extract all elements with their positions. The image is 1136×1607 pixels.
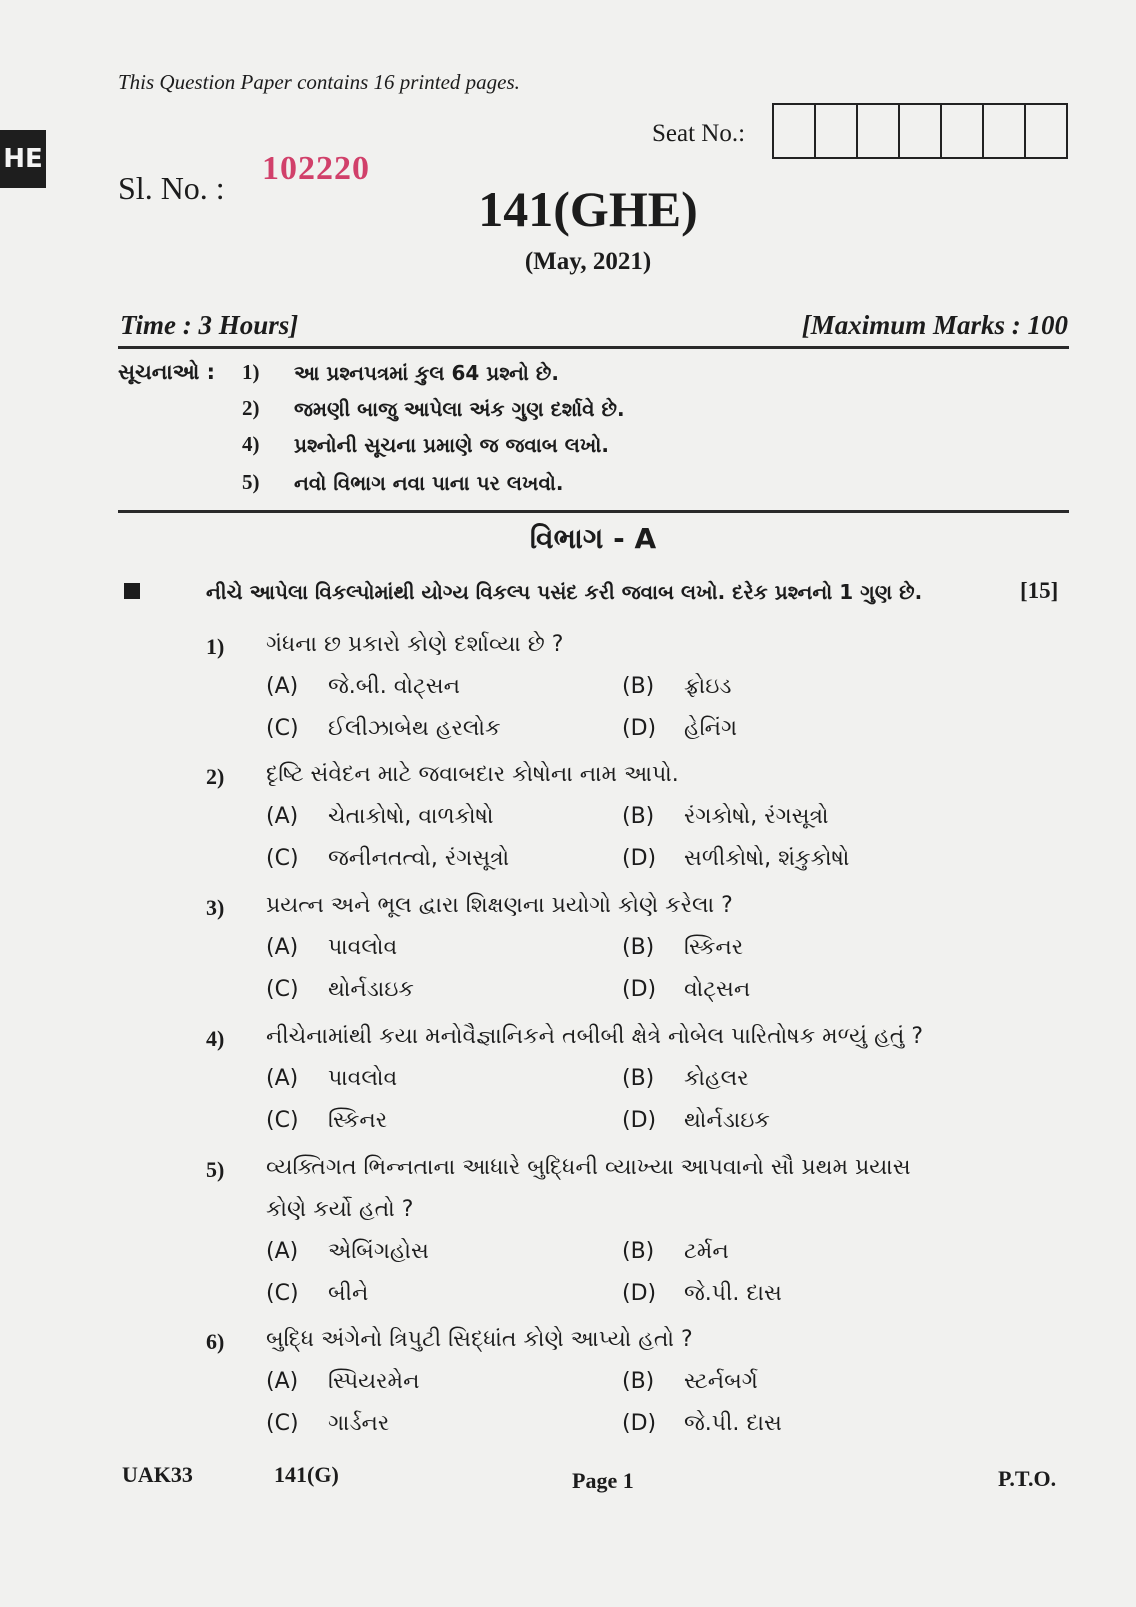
section-marks: [15] — [1020, 578, 1059, 603]
seat-digit-box — [1026, 105, 1066, 157]
instruction-number: 1) — [242, 360, 260, 384]
option-text: જે.બી. વોટ્સન — [328, 674, 460, 699]
question-number: 1) — [206, 634, 225, 659]
serial-number-label: Sl. No. : — [118, 170, 225, 206]
option-label: (B) — [622, 935, 655, 960]
footer-code-paper: 141(G) — [274, 1462, 339, 1487]
option-label: (C) — [266, 1108, 299, 1133]
option-label: (D) — [622, 716, 657, 741]
maximum-marks: [Maximum Marks : 100 — [801, 310, 1068, 340]
option-label: (A) — [266, 935, 299, 960]
option-text: સ્કિનર — [684, 935, 744, 960]
question-text: વ્યક્તિગત ભિન્નતાના આધારે બુદ્ધિની વ્યાખ્યા આપવાનો સૌ પ્રથમ પ્રયાસ — [266, 1155, 911, 1180]
seat-number-label: Seat No.: — [652, 120, 746, 147]
square-bullet-icon — [124, 583, 140, 599]
question-number: 4) — [206, 1026, 225, 1051]
option-text: ઈલીઝાબેથ હરલોક — [328, 716, 501, 741]
option-label: (D) — [622, 846, 657, 871]
option-text: સ્ટર્નબર્ગ — [684, 1369, 758, 1394]
seat-digit-box — [942, 105, 984, 157]
option-label: (A) — [266, 1369, 299, 1394]
option-label: (A) — [266, 804, 299, 829]
option-text: વોટ્સન — [684, 977, 751, 1002]
time-allowed: Time : 3 Hours] — [120, 310, 299, 340]
option-text: સળીકોષો, શંકુકોષો — [684, 846, 850, 871]
question-text: પ્રયત્ન અને ભૂલ દ્વારા શિક્ષણના પ્રયોગો કોણે કરેલા ? — [266, 893, 733, 918]
option-text: થોર્નડાઇક — [328, 977, 414, 1002]
option-label: (D) — [622, 977, 657, 1002]
seat-digit-box — [984, 105, 1026, 157]
instructions-divider — [118, 510, 1069, 513]
option-text: સ્કિનર — [328, 1108, 388, 1133]
option-label: (B) — [622, 1239, 655, 1264]
page-count-note: This Question Paper contains 16 printed pages. — [118, 70, 520, 94]
section-instruction: નીચે આપેલા વિકલ્પોમાંથી યોગ્ય વિકલ્પ પસંદ કરી જવાબ લખો. દરેક પ્રશ્નનો 1 ગુણ છે. — [206, 580, 923, 604]
question-text: નીચેનામાંથી કયા મનોવૈજ્ઞાનિકને તબીબી ક્ષેત્રે નોબેલ પારિતોષક મળ્યું હતું ? — [266, 1024, 924, 1049]
option-text: પાવલોવ — [328, 935, 398, 960]
seat-number-boxes — [772, 103, 1068, 159]
instruction-text: પ્રશ્નોની સૂચના પ્રમાણે જ જવાબ લખો. — [294, 433, 609, 457]
option-text: જે.પી. દાસ — [684, 1411, 782, 1436]
paper-code-title: 141(GHE) — [478, 181, 698, 237]
option-label: (C) — [266, 846, 299, 871]
exam-session: (May, 2021) — [524, 248, 652, 275]
footer-pto: P.T.O. — [998, 1466, 1057, 1491]
option-text: થોર્નડાઇક — [684, 1108, 770, 1133]
seat-digit-box — [858, 105, 900, 157]
seat-digit-box — [774, 105, 816, 157]
option-label: (B) — [622, 804, 655, 829]
option-text: ગાર્ડનર — [328, 1411, 390, 1436]
footer-page-number: Page 1 — [572, 1468, 634, 1493]
option-text: એબિંગહોસ — [328, 1239, 429, 1264]
question-text: દૃષ્ટિ સંવેદન માટે જવાબદાર કોષોના નામ આપો. — [266, 762, 679, 787]
option-label: (D) — [622, 1281, 657, 1306]
option-label: (C) — [266, 716, 299, 741]
option-label: (C) — [266, 1281, 299, 1306]
option-label: (C) — [266, 977, 299, 1002]
option-label: (A) — [266, 1066, 299, 1091]
option-text: કોહલર — [684, 1066, 749, 1091]
footer-code-uak: UAK33 — [122, 1462, 193, 1487]
option-text: ટર્મન — [684, 1239, 729, 1264]
question-text: કોણે કર્યો હતો ? — [266, 1197, 414, 1222]
instruction-text: નવો વિભાગ નવા પાના પર લખવો. — [294, 471, 564, 495]
option-text: પાવલોવ — [328, 1066, 398, 1091]
option-text: જે.પી. દાસ — [684, 1281, 782, 1306]
instruction-text: જમણી બાજુ આપેલા અંક ગુણ દર્શાવે છે. — [294, 397, 625, 421]
section-title: વિભાગ - A — [529, 522, 657, 555]
option-label: (B) — [622, 1066, 655, 1091]
option-text: રંગકોષો, રંગસૂત્રો — [684, 804, 829, 829]
option-text: ફ્રોઇડ — [684, 674, 732, 699]
instructions-label: સૂચનાઓ : — [118, 360, 216, 384]
option-label: (C) — [266, 1411, 299, 1436]
instruction-number: 5) — [242, 470, 260, 494]
option-text: ચેતાકોષો, વાળકોષો — [328, 804, 494, 829]
instruction-number: 4) — [242, 432, 260, 456]
option-label: (B) — [622, 674, 655, 699]
option-label: (B) — [622, 1369, 655, 1394]
option-label: (A) — [266, 1239, 299, 1264]
header-divider — [118, 346, 1069, 349]
option-label: (D) — [622, 1411, 657, 1436]
seat-digit-box — [816, 105, 858, 157]
instruction-number: 2) — [242, 396, 260, 420]
option-text: જનીનતત્વો, રંગસૂત્રો — [328, 846, 510, 871]
question-text: બુદ્ધિ અંગેનો ત્રિપુટી સિદ્ધાંત કોણે આપ્યો હતો ? — [266, 1327, 693, 1352]
question-number: 2) — [206, 764, 225, 789]
question-number: 3) — [206, 895, 225, 920]
question-number: 6) — [206, 1329, 225, 1354]
instruction-text: આ પ્રશ્નપત્રમાં કુલ 64 પ્રશ્નો છે. — [294, 361, 559, 385]
side-tab-marker: HE — [0, 130, 46, 188]
option-label: (A) — [266, 674, 299, 699]
serial-number-value: 102220 — [262, 150, 370, 187]
option-text: બીને — [328, 1281, 369, 1306]
option-text: સ્પિયરમેન — [328, 1369, 420, 1394]
question-text: ગંધના છ પ્રકારો કોણે દર્શાવ્યા છે ? — [266, 632, 564, 657]
option-label: (D) — [622, 1108, 657, 1133]
seat-digit-box — [900, 105, 942, 157]
question-number: 5) — [206, 1157, 225, 1182]
option-text: હેનિંગ — [684, 716, 738, 741]
